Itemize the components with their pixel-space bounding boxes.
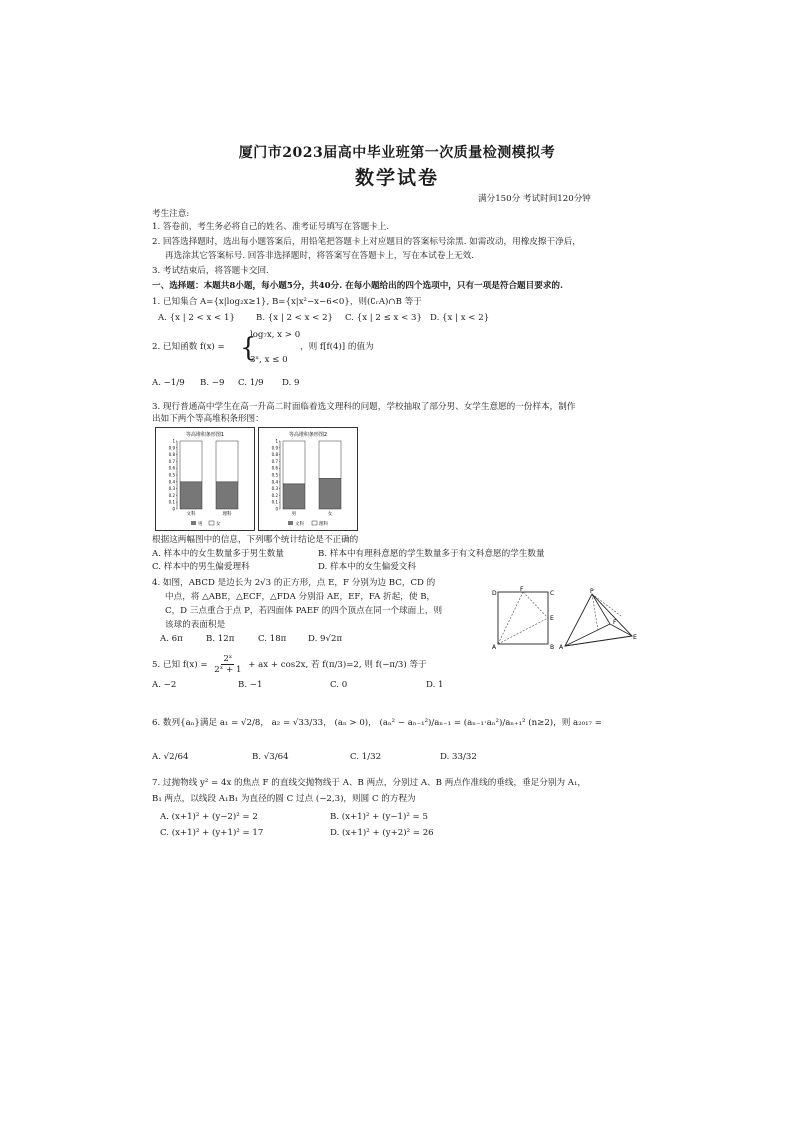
- c2-bar-文科: [283, 484, 305, 509]
- fig-label-c: C: [550, 590, 555, 597]
- q3-option-b: B. 样本中有理科意愿的学生数量多于有文科意愿的学生数量: [318, 549, 545, 559]
- c2-ytick-label: 0.2: [271, 492, 278, 498]
- q1-option-b: B. {x | 2 < x < 2}: [256, 313, 334, 323]
- q3-option-a: A. 样本中的女生数量多于男生数量: [152, 549, 284, 559]
- c2-ytick-label: 0.7: [271, 458, 278, 464]
- c1-ytick-label: 0.9: [168, 445, 175, 451]
- c1-ytick-label: 0.5: [168, 472, 175, 478]
- q2-option-b: B. −9: [200, 378, 225, 388]
- c2-bar-理科: [283, 441, 305, 484]
- chart2-legend-1: 理科: [319, 522, 328, 527]
- q7-option-d: D. (x+1)² + (y+2)² = 26: [330, 828, 434, 838]
- fig-label-e1: E: [550, 615, 554, 622]
- c1-bar-男: [216, 482, 238, 509]
- c1-ytick-label: 1: [172, 438, 175, 444]
- c1-ytick-label: 0.8: [168, 452, 175, 458]
- chart1-legend-swatch-1: [209, 521, 214, 525]
- notice-heading: 考生注意:: [152, 209, 190, 219]
- q5-fraction: [212, 654, 243, 675]
- q3-stem-1: 3. 现行普通高中学生在高一升高二时面临着选文理科的问题，学校抽取了部分男、女学生意愿的一份样本，制作: [152, 402, 576, 412]
- c1-ytick-label: 0.2: [168, 492, 175, 498]
- notice-item-3: 3. 考试结束后，将答题卡交回.: [152, 266, 269, 276]
- c1-bar-女: [216, 441, 238, 482]
- chart2-legend-swatch-1: [312, 521, 317, 525]
- fig-label-e2: E: [633, 634, 637, 641]
- q4-option-c: C. 18π: [258, 634, 287, 644]
- chart1-legend-swatch-0: [191, 521, 196, 525]
- q2-case2: 3ˣ, x ≤ 0: [250, 355, 288, 365]
- q5-denominator: 2ˣ + 1: [214, 665, 242, 675]
- c1-ytick-label: 0.3: [168, 486, 175, 492]
- q1-stem: 1. 已知集合 A={x|log₂x≥1}, B={x|x²−x−6<0}，则(∁ᵣA)∩B 等于: [152, 297, 422, 307]
- q6-option-b: B. √3/64: [252, 752, 289, 762]
- q2-case1: log₇x, x > 0: [250, 330, 301, 340]
- q7-option-c: C. (x+1)² + (y+1)² = 17: [160, 828, 264, 838]
- q2-tail: ，则 f[f(4)] 的值为: [300, 342, 374, 352]
- q5-option-c: C. 0: [330, 680, 348, 690]
- c1-ytick-label: 0.1: [168, 499, 175, 505]
- c2-ytick-label: 0.4: [271, 479, 278, 485]
- q2-option-a: A. −1/9: [152, 378, 185, 388]
- q3-option-d: D. 样本中的女生偏爱文科: [318, 562, 416, 572]
- fig-label-a1: A: [492, 644, 497, 651]
- c2-ytick-label: 0.8: [271, 452, 278, 458]
- q4-folding-figure: [490, 586, 640, 652]
- q7-option-a: A. (x+1)² + (y−2)² = 2: [160, 812, 258, 822]
- q2-stem: 2. 已知函数 f(x) =: [152, 342, 225, 352]
- q3-option-c: C. 样本中的男生偏爱理科: [152, 562, 250, 572]
- subject-title: 数学试卷: [354, 167, 439, 189]
- q5-stem: [152, 654, 427, 676]
- q7-option-b: B. (x+1)² + (y−1)² = 5: [330, 812, 428, 822]
- q5-option-a: A. −2: [152, 680, 177, 690]
- q5-option-b: B. −1: [238, 680, 263, 690]
- exam-title: 厦门市2023届高中毕业班第一次质量检测模拟考: [238, 145, 556, 161]
- notice-item-2-cont: 再选涂其它答案标号. 回答非选择题时，将答案写在答题卡上，写在本试卷上无效.: [165, 251, 474, 261]
- stacked-bar-chart-1: [155, 427, 255, 531]
- q5-pre: 5. 已知 f(x) =: [152, 660, 208, 670]
- q1-option-c: C. {x | 2 ≤ x < 3}: [345, 313, 422, 323]
- c2-ytick-label: 0: [275, 506, 278, 512]
- notice-item-1: 1. 答卷前，考生务必将自己的姓名、准考证号填写在答题卡上.: [152, 222, 390, 232]
- c1-bar-女: [180, 441, 202, 482]
- fig-label-a2: A: [559, 644, 564, 651]
- q1-option-a: A. {x | 2 < x < 1}: [158, 313, 235, 323]
- c2-ytick-label: 0.1: [271, 499, 278, 505]
- q4-option-b: B. 12π: [206, 634, 235, 644]
- q7-line-2: B₁ 两点，以线段 A₁B₁ 为直径的圆 C 过点 (−2,3)，则圆 C 的方程为: [152, 794, 416, 804]
- q5-numerator: 2ˣ: [223, 654, 233, 664]
- c2-bar-文科: [319, 478, 341, 509]
- section1-heading: 一、选择题：本题共8小题，每小题5分，共40分. 在每小题给出的四个选项中，只有一项是符合题目要求的.: [152, 281, 564, 291]
- fig-label-b: B: [550, 644, 555, 651]
- chart2-xtick-1: 女: [327, 512, 333, 517]
- c1-ytick-label: 0.4: [168, 479, 175, 485]
- chart2-title: 等高堆积条形图2: [288, 432, 328, 438]
- q2-option-d: D. 9: [282, 378, 300, 388]
- q5-post: + ax + cos2x, 若 f(π/3)=2, 则 f(−π/3) 等于: [248, 660, 427, 670]
- c2-ytick-label: 0.6: [271, 465, 278, 471]
- q5-option-d: D. 1: [426, 680, 444, 690]
- c2-ytick-label: 0.5: [271, 472, 278, 478]
- notice-item-2: 2. 回答选择题时，选出每小题答案后，用铅笔把答题卡上对应题目的答案标号涂黑. 如需改动，用橡皮擦干净后，: [152, 237, 581, 247]
- q4-line-4: 该球的表面积是: [165, 620, 226, 630]
- c2-ytick-label: 0.9: [271, 445, 278, 451]
- chart2-legend-0: 文科: [295, 522, 304, 527]
- q7-line-1: 7. 过抛物线 y² = 4x 的焦点 F 的直线交抛物线于 A、B 两点，分别过 A、B 两点作准线的垂线，垂足分别为 A₁，: [152, 778, 587, 788]
- chart1-xtick-1: 理科: [222, 512, 232, 517]
- q2-brace: {: [240, 333, 257, 363]
- q3-stem-2: 出如下两个等高堆积条形图：: [152, 414, 264, 424]
- q6-stem: 6. 数列{aₙ}满足 a₁ = √2/8， a₂ = √33/33， (aₙ > 0)， (aₙ² − aₙ₋₁²)/aₙ₋₁ = (aₙ₋₁·aₙ²)/aₙ₊₁² (n≥2)，则 a₂₀₁₇ =: [152, 718, 602, 728]
- q2-option-c: C. 1/9: [238, 378, 264, 388]
- c2-ytick-label: 0.3: [271, 486, 278, 492]
- score-time: 满分150分 考试时间120分钟: [478, 194, 591, 204]
- c2-ytick-label: 1: [275, 438, 278, 444]
- q3-after: 根据这两幅图中的信息，下列哪个统计结论是不正确的: [152, 535, 359, 545]
- chart2-legend-swatch-0: [288, 521, 293, 525]
- q1-option-d: D. {x | x < 2}: [430, 313, 490, 323]
- q4-line-1: 4. 如图，ABCD 是边长为 2√3 的正方形，点 E，F 分别为边 BC，CD 的: [152, 578, 436, 588]
- q4-line-2: 中点，将 △ABE，△ECF，△FDA 分别沿 AE，EF，FA 折起，使 B，: [165, 592, 436, 602]
- q4-option-d: D. 9√2π: [308, 634, 343, 644]
- fig-label-d: D: [492, 590, 497, 597]
- chart1-xtick-0: 文科: [186, 512, 196, 517]
- q6-option-c: C. 1/32: [350, 752, 382, 762]
- c1-bar-男: [180, 482, 202, 509]
- fig-label-f2: F: [613, 619, 617, 626]
- chart1-legend-1: 女: [216, 522, 221, 527]
- q4-option-a: A. 6π: [160, 634, 183, 644]
- q6-option-d: D. 33/32: [440, 752, 477, 762]
- chart1-title: 等高堆积条形图1: [185, 432, 225, 438]
- c2-bar-理科: [319, 441, 341, 478]
- fig-label-f1: F: [520, 586, 524, 593]
- chart1-legend-0: 男: [198, 522, 203, 527]
- c1-ytick-label: 0: [172, 506, 175, 512]
- fig-label-p: P: [590, 588, 594, 595]
- stacked-bar-chart-2: [258, 427, 358, 531]
- q4-line-3: C，D 三点重合于点 P，若四面体 PAEF 的四个顶点在同一个球面上，则: [165, 606, 443, 616]
- c1-ytick-label: 0.6: [168, 465, 175, 471]
- c1-ytick-label: 0.7: [168, 458, 175, 464]
- q6-option-a: A. √2/64: [152, 752, 189, 762]
- chart2-xtick-0: 男: [291, 512, 297, 517]
